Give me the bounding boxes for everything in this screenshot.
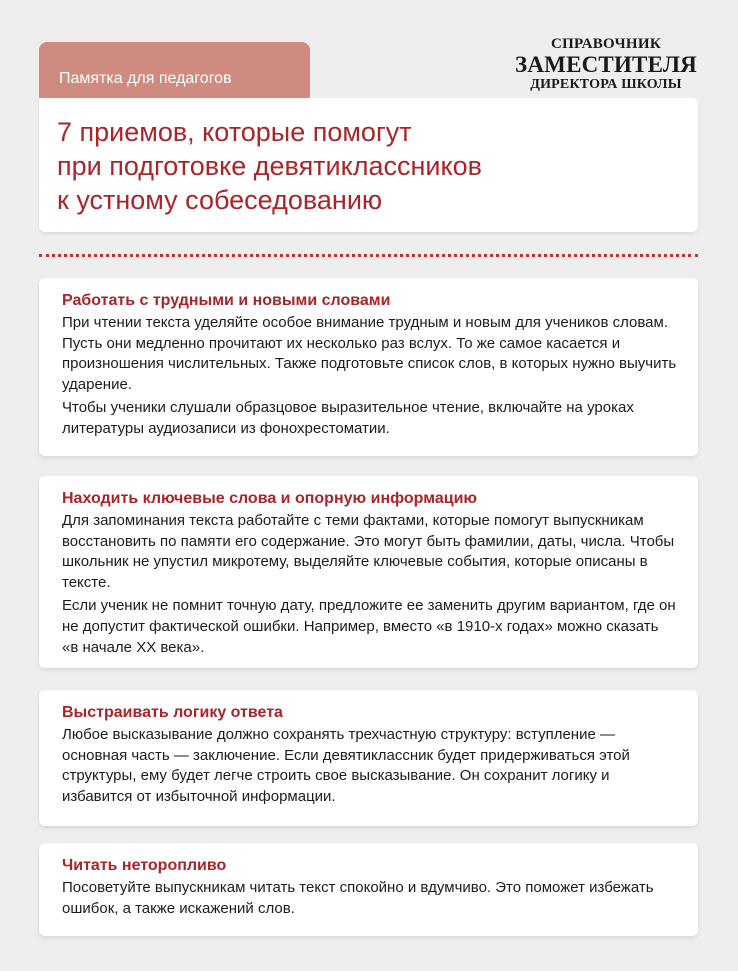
dotted-divider [39,254,698,257]
tip-heading-1: Работать с трудными и новыми словами [62,292,391,309]
title-line-2: при подготовке девятиклассников [57,151,482,181]
tip-heading-3: Выстраивать логику ответа [62,704,283,721]
tip-paragraph-2-1: Для запоминания текста работайте с теми фактами, которые помогут выпускникам восстановить по памяти его содержание. Это могут быть фамилии, даты, числа. Чтобы школьник не упустил микротему, выделяйте ключевые события, которые описаны в тексте. [62,512,675,591]
tip-paragraph-1-2: Чтобы ученики слушали образцовое выразительное чтение, включайте на уроках литературы аудиозаписи из фонохрестоматии. [62,399,634,437]
tip-heading-2: Находить ключевые слова и опорную информацию [62,490,478,507]
tip-heading-4: Читать неторопливо [62,857,227,874]
tip-card-3 [39,690,698,826]
tip-paragraph-1-1: При чтении текста уделяйте особое внимание трудным и новым для учеников словам. Пусть они медленно прочитают их несколько раз вслух. То же самое касается и произношения числительных. Также подготовьте список слов, в которых нужно выучить ударение. [62,314,677,393]
category-tag-label: Памятка для педагогов [59,70,232,87]
page-title [57,115,677,217]
title-line-1: 7 приемов, которые помогут [57,117,412,147]
logo-line-2: ЗАМЕСТИТЕЛЯ [515,52,697,77]
tip-paragraph-2-2: Если ученик не помнит точную дату, предложите ее заменить другим вариантом, где он не допустит фактической ошибки. Например, вместо «в 1910-х годах» можно сказать «в начале XX века». [62,597,676,656]
publication-logo [506,36,706,93]
tip-paragraph-4-1: Посоветуйте выпускникам читать текст спокойно и вдумчиво. Это поможет избежать ошибок, а также искажений слов. [62,879,654,917]
title-line-3: к устному собеседованию [57,185,383,215]
tip-card-4 [39,843,698,936]
tip-card-2 [39,476,698,668]
category-tag [39,42,310,98]
logo-line-3: ДИРЕКТОРА ШКОЛЫ [530,77,682,92]
tip-card-1 [39,278,698,456]
tip-paragraph-3-1: Любое высказывание должно сохранять трехчастную структуру: вступление — основная часть — заключение. Если девятиклассник будет придерживаться этой структуры, ему будет легче строить свое высказывание. Он сохранит логику и избавится от избыточной информации. [62,726,630,805]
logo-line-1: СПРАВОЧНИК [550,36,662,52]
